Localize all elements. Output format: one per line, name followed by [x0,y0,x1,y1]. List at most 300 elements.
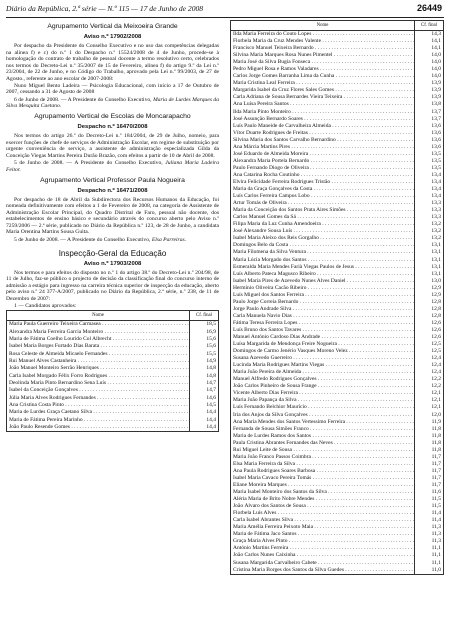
table-row [7,387,219,394]
final-score: 11,7 [415,454,444,461]
final-score: 13,1 [415,257,444,264]
candidate-name: Silvina Maria dos Santos Carvalho Bernardino . . . [231,137,415,144]
page-header [6,4,444,16]
final-score: 12,6 [415,327,444,334]
final-score: 14,4 [190,409,219,416]
candidate-name: Margarida Isabel da Cruz Flores Sales Gomes . . . [231,87,415,94]
signature: 5 de Junho de 2008. — A Presidente do Conselho Executivo, Juliana Maria Ladeira Feitor. [6,160,220,173]
final-score: 13,7 [415,116,444,123]
table-row [231,496,444,503]
table-row [231,334,444,341]
final-score: 11,1 [415,552,444,559]
final-score: 11,3 [415,538,444,545]
right-column [230,20,444,575]
candidate-name: Ana Luísa Pereira Santos . . . [231,101,415,108]
candidate-name: Rui Miguel Leite de Sousa . . . [231,447,415,454]
candidate-name: Maria Amélia Ferreira Peixoto Maia . . . [231,524,415,531]
final-score: 13,9 [415,80,444,87]
candidate-name: Jorge Paulo Andrade Silva . . . [231,306,415,313]
final-score: 11,5 [415,496,444,503]
candidate-name: João Carlos Pinheiro de Sousa Frange . . . [231,383,415,390]
final-score: 14,6 [190,395,219,402]
final-score: 13,6 [415,123,444,130]
final-score: 13,4 [415,193,444,200]
final-score: 13,1 [415,249,444,256]
table-row [7,409,219,416]
table-row [231,52,444,59]
candidate-name: Luís Miguel dos Santos Ferreira . . . [231,292,415,299]
candidate-name: Ana Maria Mendes dos Santos Vertessimo Ferreira . . . [231,419,415,426]
final-score: 11,7 [415,482,444,489]
candidate-name: Manuel Alfredo Rodrigues Gonçalves . . . [231,376,415,383]
column-header-score: Cf. final [415,21,444,31]
table-row [231,397,444,404]
final-score: 13,5 [415,165,444,172]
table-row [231,257,444,264]
final-score: 13,9 [415,94,444,101]
dispatch-number: Despacho n.º 16470/2008 [77,123,148,130]
table-row [231,560,444,567]
final-score: 11,8 [415,426,444,433]
final-score: 13,3 [415,207,444,214]
final-score: 14,8 [190,365,219,372]
left-column [6,20,219,432]
paragraph: Por despacho da Presidente do Conselho Executivo e no uso das competências delegadas na alínea f) e c) do n.º 1 do Despacho n.º 15524/2008 de 4 de Junho, procede-se à homologação do contrato de trabalho de pessoal docente a termo resolutivo certo, celebrados nos termos do Decreto-Lei n.º 35/2007 de 15 de Fevereiro, alínea f) do artigo 9.º da Lei n.º 23/2004, de 22 de Junho, e no Código do Trabalho, aprovado pela Lei n.º 99/2003, de 27 de Agosto., referente ao ano escolar de 2007-2008: [6,43,219,82]
candidate-name: Carlos Manuel Gomes da Sá . . . [231,214,415,221]
final-score: 13,7 [415,109,444,116]
table-row [231,482,444,489]
table-row [231,101,444,108]
final-score: 13,0 [415,278,444,285]
table-row [231,538,444,545]
table-row [231,31,444,39]
page-number: 26449 [416,3,442,13]
candidate-name: Aléria Maria de Brito Nobre Mendes . . . [231,496,415,503]
final-score: 14,7 [190,387,219,394]
final-score: 13,6 [415,130,444,137]
final-score: 11,0 [415,567,444,575]
candidate-name: Luís Carlos Ferreira Campos Lobo . . . [231,193,415,200]
candidate-name: Alexandra Maria Portela Bernardo . . . [231,158,415,165]
candidate-name: Filipa Maria da Luz Cunha Amendoeira . . . [231,221,415,228]
table-row [231,94,444,101]
table-row [231,383,444,390]
final-score: 12,8 [415,313,444,320]
candidate-name: Maria de Fátima Pereira Marinho . . . [7,417,190,424]
final-score: 11,6 [415,489,444,496]
table-row [231,123,444,130]
candidate-name: Domingos Belo da Costa . . . [231,242,415,249]
table-row [231,369,444,376]
table-row [231,327,444,334]
final-score: 12,6 [415,320,444,327]
candidate-name: Deolinda Maria Pinto Bernardino Sena Luís . . . [7,380,190,387]
table-row [231,186,444,193]
final-score: 11,1 [415,560,444,567]
signatory-name: Maria de Lurdes Marques da Silva Mesquita Caetano. [6,96,220,110]
table-row [231,552,444,559]
candidate-name: António Martins Ferreira . . . [231,545,415,552]
table-row [231,376,444,383]
candidate-name: Carla Adriana de Sousa Bernardes Vieira Teixeira . . . [231,94,415,101]
final-score: 14,7 [190,380,219,387]
table-row [231,151,444,158]
final-score: 12,5 [415,341,444,348]
table-row [231,292,444,299]
signatory-name: Elsa Parreiras. [151,237,187,244]
candidate-name: Lucinda Maria Rodrigues Martins Viegas . . . [231,362,415,369]
table-row [231,524,444,531]
candidate-name: Carlos Jorge Gomes Barranha Lima da Cunha . . . [231,73,415,80]
candidate-name: Ana Cristina Costa Pinto . . . [7,402,190,409]
table-row [231,200,444,207]
final-score: 14,8 [190,373,219,380]
candidate-name: Isabel Maria Aleixo dos Reis Gorgalho . . . [231,235,415,242]
table-row [7,343,219,350]
table-row [7,395,219,402]
candidate-name: Vicente Alberto Dias Ferreira . . . [231,390,415,397]
candidate-name: Luísa Margarida de Mendonça Freire Nogueira . . . [231,341,415,348]
candidate-name: Graça Maria Alves Pinto . . . [231,538,415,545]
candidate-name: Francisco Manuel Teixeira Bernardo . . . [231,45,415,52]
candidate-name: Luís Bruno dos Santos Tavares . . . [231,327,415,334]
final-score: 14,1 [415,45,444,52]
final-score: 12,0 [415,412,444,419]
table-row [231,264,444,271]
candidates-table [230,20,444,575]
paragraph: Por despacho de 18 de Abril da Subdirectora dos Recursos Humanos da Educação, foi nomeada definitivamente com efeitos a 1 de Fevereiro de 2008, na categoria de Assistente de Administração Escolar Principal, do Quadro Distrital de Faro, pessoal não docente, dos estabelecimentos de ensino básico e secundário através do concurso aberto pelo Aviso n.º 7259/2006 — 2.ª série, publicado no Diário da República n.º 123, de 28 de Junho, a candidata Maria Orentina Martins Sousa Guita. [6,196,219,236]
table-row [231,306,444,313]
final-score: 14,3 [415,31,444,39]
candidate-name: Rui Manuel Alves Castanheira . . . [7,358,190,365]
candidate-name: Vítor Duarte Rodrigues de Freitas . . . [231,130,415,137]
table-row [7,336,219,343]
table-row [7,321,219,329]
candidate-name: Iria dos Anjos da Silva Gonçalves . . . [231,412,415,419]
table-row [231,390,444,397]
final-score: 11,3 [415,524,444,531]
candidate-name: Carla Manuela Navio Dias . . . [231,313,415,320]
final-score: 12,8 [415,306,444,313]
final-score: 13,3 [415,214,444,221]
table-row [231,137,444,144]
final-score: 12,5 [415,348,444,355]
table-row [231,517,444,524]
final-score: 11,1 [415,545,444,552]
candidate-name: Maria de Lurdes Ramos dos Santos . . . [231,433,415,440]
final-score: 13,3 [415,200,444,207]
table-row [231,503,444,510]
candidate-name: José Eduardo de Almeida Moreira . . . [231,151,415,158]
table-row [231,299,444,306]
candidate-name: Maria João Franco Passos Coimbra . . . [231,454,415,461]
table-row [231,447,444,454]
table-row [7,402,219,409]
final-score: 11,4 [415,517,444,524]
table-row [231,412,444,419]
final-score: 12,8 [415,299,444,306]
candidate-name: Maria de Fátima Coelho Lourido Col Albrecht . . . [7,336,190,343]
candidate-name: Paulo Fernando Diogo de Oliveira . . . [231,165,415,172]
candidate-name: Florbela Luís Alves . . . [231,510,415,517]
candidate-name: Júlia Maria Alves Rodrigues Fernandes . . . [7,395,190,402]
candidate-name: Luís Paulo Maneide de Carvalheira Almeida . . . [231,123,415,130]
table-row [231,207,444,214]
final-score: 12,1 [415,397,444,404]
final-score: 13,4 [415,186,444,193]
candidate-name: Ana Catarina Rocha Coutinho . . . [231,172,415,179]
candidate-name: José Alexandre Sousa Luís . . . [231,228,415,235]
final-score: 11,5 [415,503,444,510]
candidate-name: Manuel António Cardoso Dias Andrade . . . [231,334,415,341]
final-score: 14,4 [190,417,219,424]
candidate-name: Luís Alberto Pateca Magusco Ribeiro . . . [231,271,415,278]
section-title: Agrupamento Vertical da Meixoeira Grande [47,23,178,30]
table-row [231,130,444,137]
final-score: 16,9 [190,329,219,336]
final-score: 12,2 [415,383,444,390]
candidate-name: Maria Filomena da Silva Ventura . . . [231,249,415,256]
table-row [231,109,444,116]
final-score: 12,1 [415,390,444,397]
table-row [231,221,444,228]
candidate-name: Florbela Maria da Cruz Mendes Valente . . . [231,38,415,45]
final-score: 13,2 [415,235,444,242]
candidate-name: João Paulo Resende Gomes . . . [7,424,190,432]
table-row [231,468,444,475]
candidate-name: Luís Fernando Belchior Maurício . . . [231,404,415,411]
final-score: 11,8 [415,433,444,440]
dispatch-number: Despacho n.º 16471/2008 [77,187,148,194]
candidate-name: Isabel Maria Cavaco Pereira Tomás . . . [231,475,415,482]
candidate-name: Alexandra Maria Ferreira Garcia Monteiro . . . [7,329,190,336]
final-score: 13,5 [415,151,444,158]
table-row [231,116,444,123]
candidate-name: Esmeralda Maria Mendes Farià Viegas Paulos de Jesus . . . [231,264,415,271]
final-score: 13,2 [415,228,444,235]
table-row [7,358,219,365]
table-row [7,380,219,387]
final-score: 13,4 [415,179,444,186]
candidate-name: Isabel da Conceição Gonçalves . . . [7,387,190,394]
table-row [231,271,444,278]
table-row [7,373,219,380]
final-score: 12,9 [415,285,444,292]
final-score: 13,2 [415,221,444,228]
table-row [231,440,444,447]
candidate-name: Fernanda de Sousa Simões Franco . . . [231,426,415,433]
final-score: 12,9 [415,292,444,299]
candidate-name: Maria da Conceição dos Santos Prata Aires Simões . . . [231,207,415,214]
final-score: 12,4 [415,369,444,376]
candidate-name: Isabel Maria Borges Furtado Dias Barata . . . [7,343,190,350]
candidate-name: Maria de Fátima Jaco Santos . . . [231,531,415,538]
table-row [7,329,219,336]
final-score: 14,0 [415,73,444,80]
table-row [7,417,219,424]
candidate-name: Maria da Graça Gonçalves da Costa . . . [231,186,415,193]
candidate-name: Maria João Pereira de Almeida . . . [231,369,415,376]
final-score: 14,9 [190,358,219,365]
final-score: 11,7 [415,475,444,482]
final-score: 11,7 [415,461,444,468]
final-score: 13,6 [415,137,444,144]
table-row [7,365,219,372]
final-score: 13,5 [415,158,444,165]
table-row [231,144,444,151]
final-score: 14,5 [190,402,219,409]
final-score: 15,5 [190,351,219,358]
candidate-name: Hermínio Oliveira Cacão Ribeiro . . . [231,285,415,292]
candidate-name: Eliane Moreira Marques . . . [231,482,415,489]
table-row [231,426,444,433]
final-score: 11,9 [415,419,444,426]
paragraph: Nos termos e para efeitos do disposto no n.º 1 do artigo 38.º do Decreto-Lei n.º 204/98, de 11 de Julho, faz-se público o projecto de decisão da classificação final do concurso interno de admissão a estágio para ingresso na carreira técnica superior de inspecção da educação, aberto pelo aviso n.º 24 377-A/2007, publicado no Diário da República, 2.ª série, n.º 238, de 11 de Dezembro de 2007: [6,269,219,303]
table-row [231,285,444,292]
candidate-name: Silvina Maria Marques Rosa Nunes Pimentel . . . [231,52,415,59]
table-row [231,242,444,249]
table-row [231,214,444,221]
table-row [231,545,444,552]
final-score: 14,0 [415,66,444,73]
candidate-name: Maria Isabel Monteiro dos Santos da Silva . . . [231,489,415,496]
table-row [231,461,444,468]
final-score: 14,1 [415,38,444,45]
signature: 6 de Junho de 2008. — A Presidente do Conselho Executivo, Maria de Lurdes Marques da Silva Mesquita Caetano. [6,96,220,110]
final-score: 11,4 [415,510,444,517]
final-score: 12,4 [415,355,444,362]
table-row [231,165,444,172]
final-score: 13,6 [415,144,444,151]
table-row [231,475,444,482]
header-rule [6,17,444,18]
table-row [231,38,444,45]
candidate-name: Ana Márcia Martins Pires . . . [231,144,415,151]
table-row [231,454,444,461]
signatory-name: Juliana Maria Ladeira Feitor. [6,160,220,173]
final-score: 15,6 [190,336,219,343]
candidate-name: Maria José da Silva Bugia Fonseca . . . [231,59,415,66]
table-row [231,355,444,362]
table-row [231,158,444,165]
table-row [7,351,219,358]
table-row [231,59,444,66]
column-header-score: Cf. final [190,311,219,321]
candidate-name: Ilda Maria Pinto Monteiro . . . [231,109,415,116]
table-row [231,531,444,538]
section-title: Inspecção-Geral da Educação [58,248,167,258]
candidate-name: Cristina Maria Borges dos Santos da Silva Guedes . . . [231,567,415,575]
table-row [231,87,444,94]
table-row [231,66,444,73]
candidate-name: José Assunção Bernardo Soares . . . [231,116,415,123]
notice-number: Aviso n.º 17903/2008 [83,260,142,267]
candidate-name: Maria Paula Guerreiro Teixeira Carmasea . . . [7,321,190,329]
table-row [231,510,444,517]
candidate-name: Susana Margarida Carvalheiro Cabete . . . [231,560,415,567]
candidate-name: Artur Tomás de Oliveira . . . [231,200,415,207]
final-score: 13,1 [415,264,444,271]
table-row [231,193,444,200]
final-score: 11,3 [415,531,444,538]
table-row [231,278,444,285]
candidate-name: Carla Isabel Abrantes Silva . . . [231,517,415,524]
candidate-name: Elvira Felicidade Ferreira Rodrigues Tristão . . . [231,179,415,186]
final-score: 12,1 [415,404,444,411]
final-score: 13,8 [415,101,444,108]
notice-number: Aviso n.º 17902/2008 [83,34,142,40]
signature: 5 de Junho de 2008. — A Presidente do Conselho Executivo, Elsa Parreiras. [14,237,187,244]
candidate-name: João Manuel Monteiro Serrão Henriques . . . [7,365,190,372]
table-row [231,341,444,348]
final-score: 14,4 [190,424,219,432]
final-score: 14,0 [415,59,444,66]
candidate-name: Susana Azevedo Guerreiro . . . [231,355,415,362]
candidates-table [6,310,219,432]
final-score: 12,2 [415,376,444,383]
section-title: Agrupamento Vertical Professor Paula Nogueira [40,176,185,184]
candidate-name: Paulo Jorge Correia Bernardo . . . [231,299,415,306]
final-score: 13,1 [415,242,444,249]
candidate-name: João Carlos Nunes Caixinha . . . [231,552,415,559]
final-score: 12,6 [415,334,444,341]
table-row [231,228,444,235]
table-row [231,179,444,186]
candidate-name: Domingos de Carmo Jenério Vasques Moreno Velez . . . [231,348,415,355]
final-score: 15,6 [190,343,219,350]
candidate-name: Fátima Teresa Ferreira Lopes . . . [231,320,415,327]
final-score: 13,9 [415,87,444,94]
table-row [231,433,444,440]
table-row [231,249,444,256]
final-score: 13,4 [415,172,444,179]
final-score: 18,5 [190,321,219,329]
column-header-name: Nome [7,311,190,321]
table-row [231,45,444,52]
table-row [231,489,444,496]
paragraph: Nuno Miguel Bento Ladeira — Psicologia Educacional, com início a 17 de Outubro de 2007, cessando a 31 de Agosto de 2008 [6,82,219,96]
candidate-name: João Álvaro dos Santos de Sousa . . . [231,503,415,510]
candidate-name: Ana Paula Rodrigues Soares Barbosa . . . [231,468,415,475]
candidate-name: Carla Isabel Morgado Félix Forro Rodrigues . . . [7,373,190,380]
candidate-name: Pedro Miguel Rosa e Ramos Valadares . . . [231,66,415,73]
table-row [231,404,444,411]
table-row [231,362,444,369]
candidate-name: Ilda Maria Ferreira do Couto Lopes . . . [231,31,415,39]
final-score: 11,8 [415,440,444,447]
candidate-name: Isabel Maria Pires de Azevedo Nunes Alves Daniel . . . [231,278,415,285]
candidate-name: Elsa Maria Ferreira da Silva . . . [231,461,415,468]
candidate-name: Maria Cristina Leal Ferreira . . . [231,80,415,87]
column-header-name: Nome [231,21,415,31]
table-row [231,172,444,179]
table-row [231,419,444,426]
candidate-name: Maria de Lurdes Graça Caetano Silva . . . [7,409,190,416]
section-title: Agrupamento Vertical de Escolas de Moncarapacho [34,112,191,120]
journal-title: Diário da República, 2.ª série — N.º 115 — 17 de Junho de 2008 [6,4,204,13]
final-score: 14,0 [415,52,444,59]
candidate-name: Maria Lúcia Morgado dos Santos . . . [231,257,415,264]
table-row [231,348,444,355]
table-row [231,80,444,87]
candidate-name: Maria João Papança da Silva . . . [231,397,415,404]
table-row [231,235,444,242]
paragraph: Nos termos do artigo 26.º do Decreto-Lei n.º 184/2004, de 29 de Julho, nomeio, para exercer funções de chefe de serviços de Administração Escolar, em regime de substituição por urgente conveniência de serviço, a assistente de administração especializada Gilda da Conceição Viegas Martins Pereira Durão Brazão, com efeitos a partir de 10 de Abril de 2008. [6,132,219,159]
candidate-name: Rosa Celeste de Almeida Micaelo Fernandes . . . [7,351,190,358]
table-row [231,313,444,320]
final-score: 12,4 [415,362,444,369]
table-row [231,567,444,575]
